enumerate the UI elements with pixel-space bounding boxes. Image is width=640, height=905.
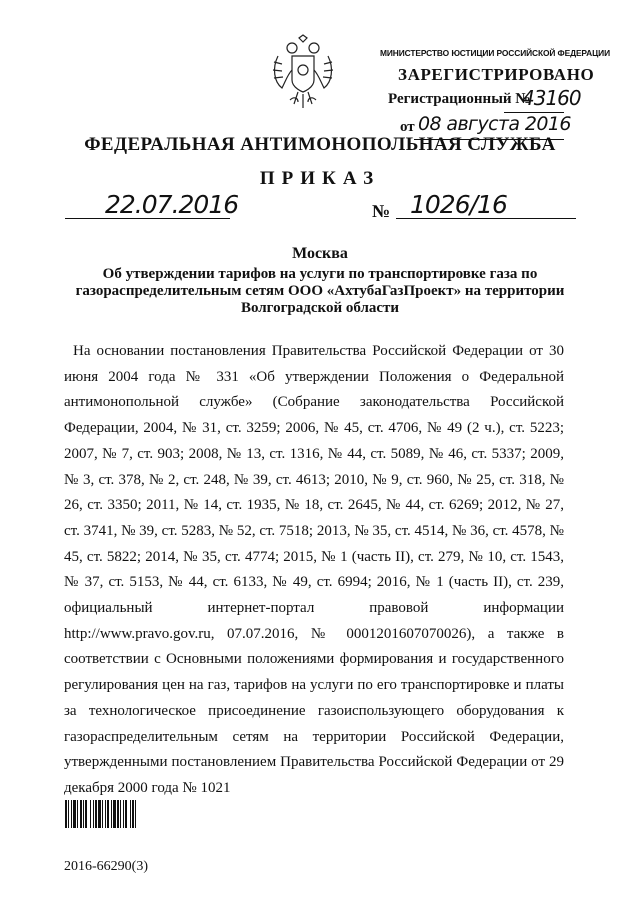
barcode-bar — [132, 800, 134, 828]
barcode-bar — [95, 800, 97, 828]
barcode-bar — [77, 800, 78, 828]
agency-name: ФЕДЕРАЛЬНАЯ АНТИМОНОПОЛЬНАЯ СЛУЖБА — [84, 134, 556, 155]
stamp-registered: ЗАРЕГИСТРИРОВАНО — [398, 65, 595, 84]
stamp-date-handwritten: 08 августа 2016 — [418, 113, 571, 135]
document-title: Об утверждении тарифов на услуги по транспортировке газа по газораспределительным сетям ООО «АхтубаГазПроект» на территории Волгоградской области — [75, 266, 565, 316]
barcode-bar — [80, 800, 82, 828]
barcode-bar — [83, 800, 84, 828]
barcode-bar — [65, 800, 67, 828]
barcode-bar — [90, 800, 91, 828]
order-number-underline — [396, 218, 576, 219]
body-paragraph: На основании постановления Правительства Российской Федерации от 30 июня 2004 года № 331 «Об утверждении Положения о Федеральной антимонопольной службе» (Собрание законодательства Российской Федерации, 2004, № 31, ст. 3259; 2006, № 45, ст. 4706, № 49 (2 ч.), ст. 5223; 2007, № 7, ст. 903; 2008, № 13, ст. 1316, № 44, ст. 5089, № 46, ст. 5337; 2009, № 3, ст. 378, № 2, ст. 248, № 39, ст. 4613; 2010, № 9, ст. 960, № 25, ст. 318, № 26, ст. 3350; 2011, № 14, ст. 1935, № 18, ст. 2645, № 44, ст. 6269; 2012, № 27, ст. 3741, № 39, ст. 5283, № 52, ст. 7518; 2013, № 35, ст. 4514, № 36, ст. 4578, № 45, ст. 5822; 2014, № 35, ст. 4774; 2015, № 1 (часть II), ст. 279, № 10, ст. 1543, № 37, ст. 5153, № 44, ст. 6133, № 49, ст. 6994; 2016, № 1 (часть II), ст. 239, официальный интернет-портал правовой информации http://www.pravo.gov.ru, 07.07.2016, № 0001201607070026), а также в соответствии с Основными положениями формирования и государственного регулирования цен на газ, тарифов на услуги по его транспортировке и платы за технологическое присоединение газоиспользующего оборудования к газораспределительным сетям на территории Российской Федерации, утвержденными постановлением Правительства Российской Федерации от 29 декабря 2000 года № 1021 — [64, 343, 564, 796]
barcode-bar — [71, 800, 72, 828]
barcode-bar — [73, 800, 76, 828]
registration-stamp — [380, 48, 610, 140]
order-number-label: № — [372, 201, 391, 221]
barcode-bar — [117, 800, 119, 828]
barcode — [65, 800, 184, 828]
document-id: 2016-66290(3) — [64, 859, 148, 874]
barcode-bar — [113, 800, 116, 828]
stamp-regnum-label: Регистрационный № — [388, 91, 531, 107]
stamp-regnum-handwritten: 43160 — [522, 86, 581, 110]
barcode-bar — [111, 800, 112, 828]
barcode-bar — [107, 800, 109, 828]
document-type: ПРИКАЗ — [259, 168, 381, 189]
barcode-bar — [105, 800, 106, 828]
barcode-bar — [135, 800, 136, 828]
barcode-bar — [85, 800, 87, 828]
barcode-bar — [123, 800, 124, 828]
barcode-bar — [130, 800, 131, 828]
barcode-bar — [93, 800, 94, 828]
barcode-bar — [68, 800, 69, 828]
barcode-bar — [120, 800, 121, 828]
barcode-bar — [102, 800, 103, 828]
barcode-bar — [125, 800, 127, 828]
order-date-underline — [65, 218, 230, 219]
coat-of-arms-emblem — [268, 34, 338, 112]
city: Москва — [292, 245, 348, 262]
order-number-handwritten: 1026/16 — [410, 190, 507, 219]
order-date-handwritten: 22.07.2016 — [105, 190, 239, 219]
stamp-from-label: от — [400, 119, 415, 135]
barcode-bar — [98, 800, 101, 828]
stamp-ministry: МИНИСТЕРСТВО ЮСТИЦИИ РОССИЙСКОЙ ФЕДЕРАЦИИ — [380, 48, 610, 58]
